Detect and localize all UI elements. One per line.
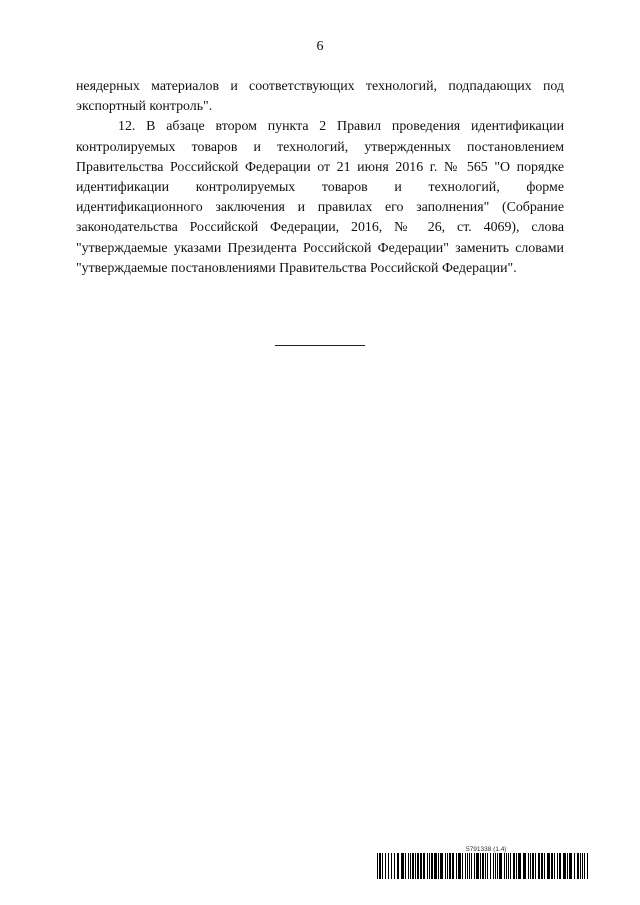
barcode-bar — [440, 853, 443, 879]
barcode-bar — [493, 853, 494, 879]
barcode-bar — [452, 853, 454, 879]
barcode-bar — [476, 853, 479, 879]
barcode-bar — [465, 853, 466, 879]
barcode-bar — [415, 853, 416, 879]
barcode-bar — [495, 853, 496, 879]
barcode-bar — [385, 853, 386, 879]
paragraph-continuation: неядерных материалов и соответствующих технологий, подпадающих под экспортный контроль". — [76, 79, 564, 115]
barcode-bar — [462, 853, 463, 879]
barcode-bar — [456, 853, 457, 879]
barcode-bar — [382, 853, 383, 879]
barcode-bar — [582, 853, 583, 879]
barcode-bar — [408, 853, 409, 879]
barcode-bar — [485, 853, 486, 879]
barcode-bar — [554, 853, 555, 879]
barcode-bar — [535, 853, 536, 879]
barcode-bar — [506, 853, 507, 879]
barcode-bar — [587, 853, 588, 879]
barcode-bar — [434, 853, 437, 879]
barcode-bar — [577, 853, 579, 879]
barcode-bar — [490, 853, 491, 879]
barcode-bar — [391, 853, 392, 879]
barcode-bar — [557, 853, 558, 879]
barcode-bar — [530, 853, 531, 879]
barcode-image — [377, 853, 589, 879]
barcode-bar — [538, 853, 540, 879]
barcode-bar — [379, 853, 381, 879]
end-of-text-rule — [275, 345, 365, 346]
barcode-bar — [487, 853, 488, 879]
barcode-bar — [467, 853, 468, 879]
barcode-bar — [559, 853, 561, 879]
barcode-bar — [438, 853, 439, 879]
barcode-bar — [482, 853, 484, 879]
barcode-bar — [405, 853, 406, 879]
page-number: 6 — [316, 39, 324, 54]
barcode-bar — [447, 853, 448, 879]
barcode-bar — [445, 853, 446, 879]
barcode-bar — [516, 853, 517, 879]
barcode-bar — [567, 853, 568, 879]
barcode-bar — [508, 853, 509, 879]
barcode-bar — [474, 853, 475, 879]
barcode-bar — [410, 853, 411, 879]
barcode-bar — [423, 853, 425, 879]
barcode-bar — [401, 853, 404, 879]
barcode-bar — [412, 853, 414, 879]
barcode-bar — [551, 853, 553, 879]
barcode-bar — [497, 853, 498, 879]
barcode-bar — [471, 853, 472, 879]
barcode-bar — [584, 853, 585, 879]
barcode-bar — [377, 853, 378, 879]
barcode-bar — [513, 853, 515, 879]
barcode-bar — [544, 853, 545, 879]
barcode-bar — [541, 853, 543, 879]
barcode-bar — [480, 853, 481, 879]
barcode-bar — [469, 853, 470, 879]
barcode-bar — [563, 853, 566, 879]
barcode-bar — [397, 853, 399, 879]
barcode-bar — [528, 853, 529, 879]
barcode-bar — [388, 853, 389, 879]
barcode-bar — [417, 853, 419, 879]
barcode-bar — [449, 853, 451, 879]
barcode-bar — [458, 853, 461, 879]
barcode-bar — [394, 853, 395, 879]
barcode-bar — [431, 853, 433, 879]
barcode-bar — [510, 853, 511, 879]
paragraph-item-12: 12. В абзаце втором пункта 2 Правил проведения идентификации контролируемых товаров и технологий, утвержденных постановлением Правительства Российской Федерации от 21 июня 2016 г. № 565 "О порядке идентификации контролируемых товаров и технологий, форме идентификационного заключения и правилах его заполнения" (Собрание законодательства Российской Федерации, 2016, № 26, ст. 4069), слова "утверждаемые указами Президента Российской Федерации" заменить словами "утверждаемые постановлениями Правительства Российской Федерации". — [76, 119, 564, 276]
barcode-bar — [427, 853, 428, 879]
barcode-bar — [574, 853, 575, 879]
barcode-bar — [523, 853, 526, 879]
document-body — [76, 77, 564, 279]
barcode-bar — [518, 853, 521, 879]
barcode-bar — [499, 853, 502, 879]
barcode-bar — [547, 853, 550, 879]
barcode-bar — [420, 853, 422, 879]
barcode-label: 5791338 (1.4) — [466, 846, 507, 853]
barcode-bar — [569, 853, 572, 879]
barcode-bar — [532, 853, 534, 879]
barcode-bar — [504, 853, 505, 879]
barcode-bar — [429, 853, 430, 879]
barcode-bar — [580, 853, 581, 879]
